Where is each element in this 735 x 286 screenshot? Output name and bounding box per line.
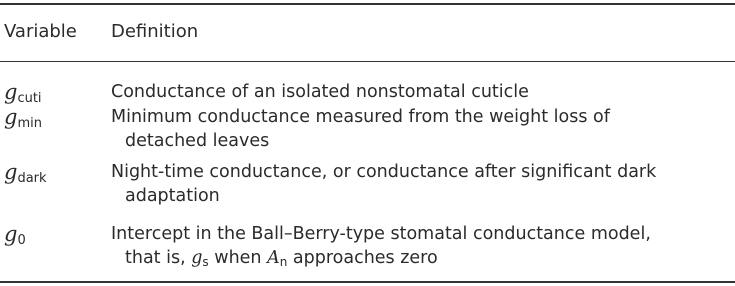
definition-line: Night-time conductance, or conductance after significant dark [111, 162, 657, 182]
continuation-middle: when [208, 248, 268, 268]
variable-symbol [4, 159, 47, 185]
header-definition: Definition [111, 21, 199, 42]
gs-symbol [191, 248, 208, 268]
definition-line: Conductance of an isolated nonstomatal cuticle [111, 82, 529, 102]
an-base: A [267, 248, 280, 268]
symbol-subscript: dark [17, 171, 47, 186]
definition-continuation: adaptation [125, 186, 220, 206]
table-top-rule [0, 3, 735, 5]
continuation-suffix: approaches zero [287, 248, 438, 268]
variable-symbol [4, 79, 42, 105]
symbol-base: g [4, 105, 18, 129]
definition-continuation: detached leaves [125, 131, 270, 151]
symbol-base: g [4, 222, 18, 246]
an-subscript: n [279, 255, 288, 269]
definition-text [111, 222, 731, 270]
header-variable: Variable [4, 21, 77, 42]
symbol-base: g [4, 80, 18, 104]
table-header-rule [0, 61, 735, 62]
symbol-subscript: cuti [17, 91, 42, 106]
definition-text [111, 160, 731, 208]
table-bottom-rule [0, 281, 735, 283]
symbol-subscript: 0 [17, 233, 26, 248]
definition-line: Intercept in the Ball–Berry-type stomatal conductance model, [111, 224, 651, 244]
definition-continuation [111, 246, 731, 270]
an-symbol [267, 248, 287, 268]
definition-line: Minimum conductance measured from the weight loss of [111, 107, 610, 127]
symbol-subscript: min [17, 116, 42, 131]
continuation-prefix: that is, [125, 248, 192, 268]
gs-base: g [191, 248, 203, 268]
definition-text [111, 105, 731, 153]
variable-symbol [4, 221, 26, 247]
gs-subscript: s [202, 255, 209, 269]
definition-text [111, 80, 731, 104]
symbol-base: g [4, 160, 18, 184]
variable-symbol [4, 104, 42, 130]
